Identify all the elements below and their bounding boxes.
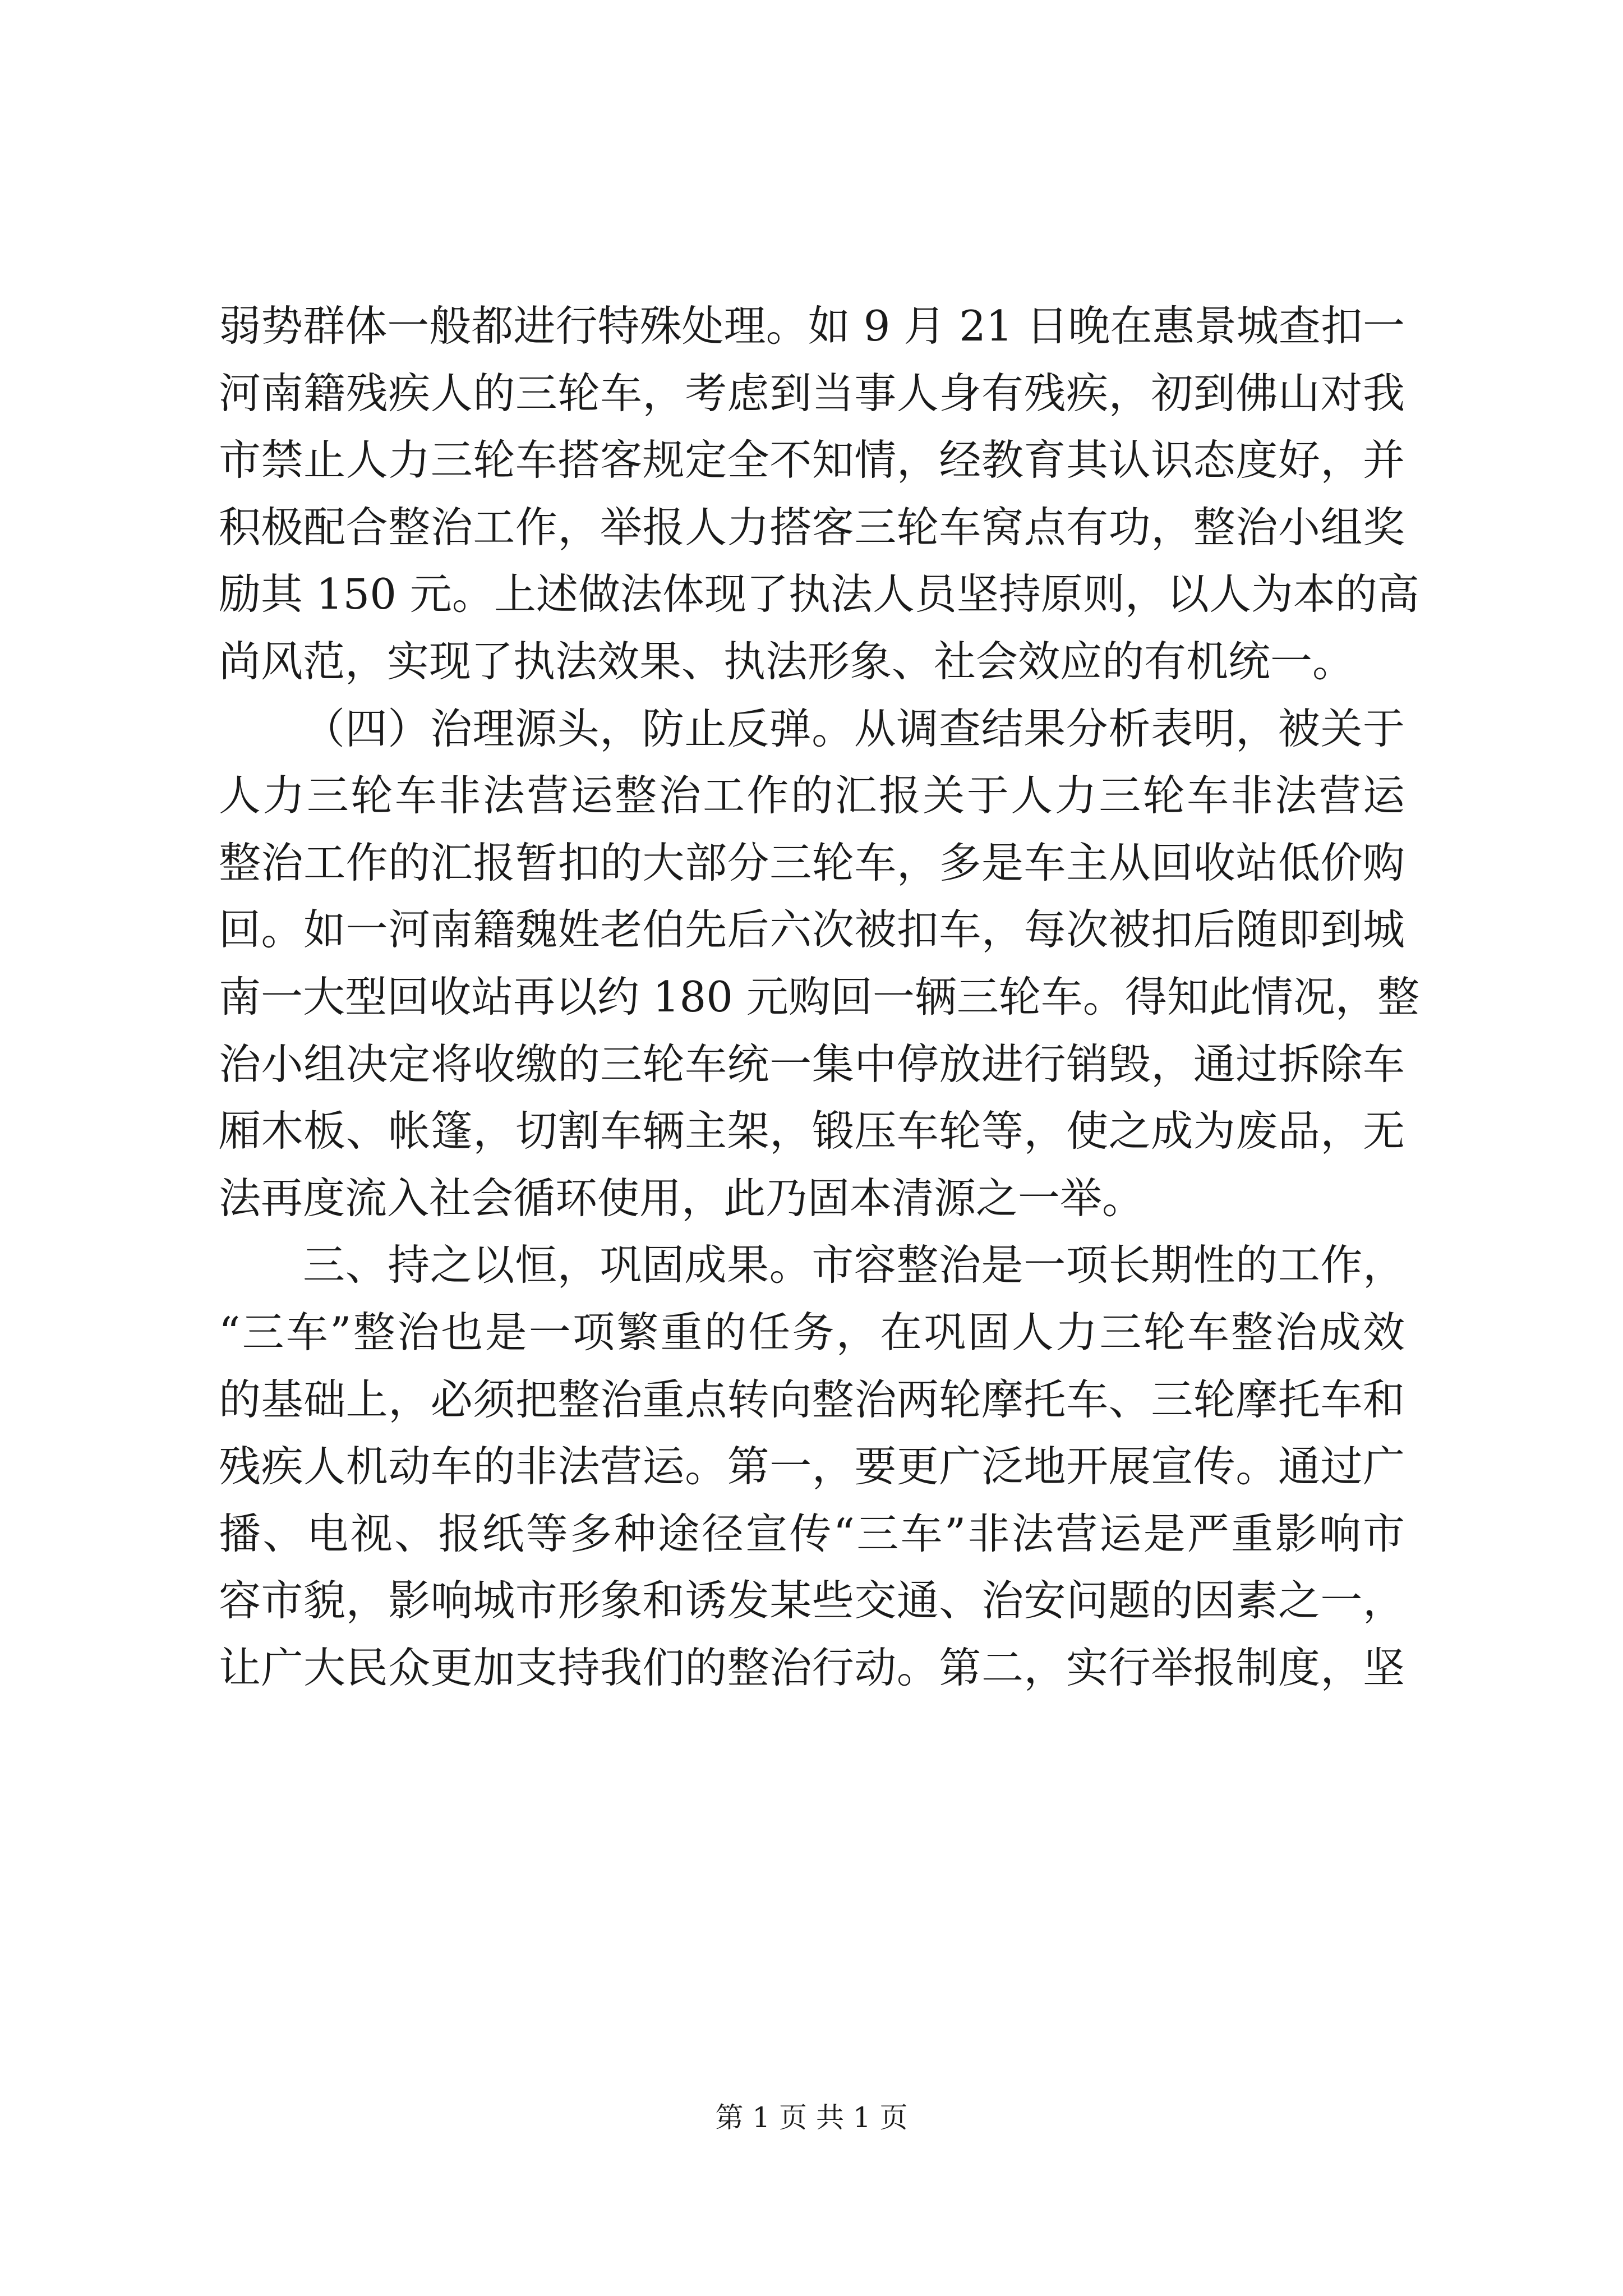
document-body (219, 293, 1419, 1701)
text-line: 人力三轮车非法营运整治工作的汇报关于人力三轮车非法营运 (219, 771, 1405, 821)
text-line: 播、电视、报纸等多种途径宣传“三车”非法营运是严重影响市 (219, 1508, 1405, 1558)
text-line: 三、持之以恒，巩固成果。市容整治是一项长期性的工作， (303, 1240, 1405, 1290)
text-line: 残疾人机动车的非法营运。第一，要更广泛地开展宣传。通过广 (219, 1442, 1405, 1492)
text-line: 弱势群体一般都进行特殊处理。如 9 月 21 日晚在惠景城查扣一 (219, 301, 1405, 351)
text-line: “三车”整治也是一项繁重的任务，在巩固人力三轮车整治成效 (219, 1307, 1405, 1357)
text-line: 南一大型回收站再以约 180 元购回一辆三轮车。得知此情况，整 (219, 972, 1419, 1022)
text-line: 的基础上，必须把整治重点转向整治两轮摩托车、三轮摩托车和 (219, 1374, 1405, 1424)
text-line: 励其 150 元。上述做法体现了执法人员坚持原则，以人为本的高 (219, 569, 1419, 619)
text-line: 厢木板、帐篷，切割车辆主架，锻压车轮等，使之成为废品，无 (219, 1106, 1405, 1156)
text-line: 法再度流入社会循环使用，此乃固本清源之一举。 (219, 1173, 1145, 1223)
text-line: 回。如一河南籍魏姓老伯先后六次被扣车，每次被扣后随即到城 (219, 905, 1405, 955)
text-line: 治小组决定将收缴的三轮车统一集中停放进行销毁，通过拆除车 (219, 1039, 1405, 1089)
text-line: 河南籍残疾人的三轮车，考虑到当事人身有残疾，初到佛山对我 (219, 368, 1405, 418)
text-line: 整治工作的汇报暂扣的大部分三轮车，多是车主从回收站低价购 (219, 838, 1405, 887)
text-line: 让广大民众更加支持我们的整治行动。第二，实行举报制度，坚 (219, 1642, 1405, 1692)
text-line: 容市貌，影响城市形象和诱发某些交通、治安问题的因素之一， (219, 1576, 1405, 1626)
text-line: 积极配合整治工作，举报人力搭客三轮车窝点有功，整治小组奖 (219, 502, 1405, 552)
text-line: 市禁止人力三轮车搭客规定全不知情，经教育其认识态度好，并 (219, 435, 1405, 485)
page-number-footer: 第 1 页 共 1 页 (715, 2101, 908, 2134)
text-line: 尚风范，实现了执法效果、执法形象、社会效应的有机统一。 (219, 636, 1355, 686)
text-line: （四）治理源头，防止反弹。从调查结果分析表明，被关于 (303, 703, 1405, 753)
